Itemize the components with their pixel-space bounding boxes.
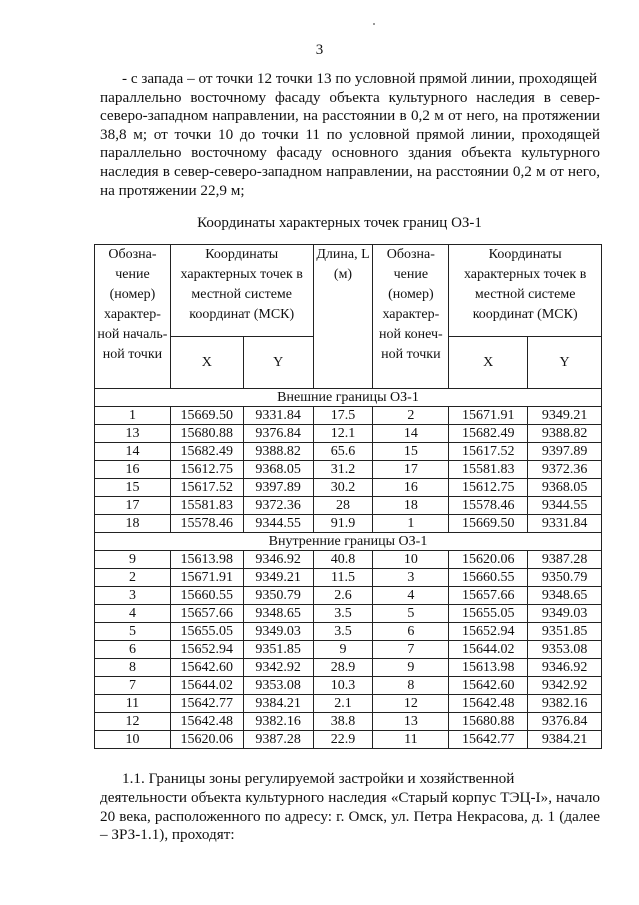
table-row: [95, 713, 602, 731]
table-cell: 15671.91: [449, 407, 528, 425]
header-coords-end: Координаты характерных точек в местной системе координат (МСК): [449, 245, 602, 337]
table-cell: 5: [95, 623, 171, 641]
table-cell: 16: [373, 479, 449, 497]
header-x-end: X: [449, 337, 528, 389]
table-cell: 9384.21: [528, 731, 602, 749]
table-cell: 15671.91: [170, 569, 243, 587]
header-x-start: X: [170, 337, 243, 389]
table-cell: 15682.49: [449, 425, 528, 443]
header-y-end: Y: [528, 337, 602, 389]
table-cell: 15660.55: [170, 587, 243, 605]
table-row: [95, 497, 602, 515]
table-cell: 40.8: [313, 551, 373, 569]
table-cell: 15657.66: [170, 605, 243, 623]
header-y-start: Y: [243, 337, 313, 389]
table-cell: 1: [95, 407, 171, 425]
table-cell: 14: [95, 443, 171, 461]
table-cell: 9349.03: [243, 623, 313, 641]
table-row: [95, 569, 602, 587]
table-cell: 1: [373, 515, 449, 533]
table-cell: 15642.60: [170, 659, 243, 677]
table-cell: 15642.77: [449, 731, 528, 749]
table-cell: 15613.98: [170, 551, 243, 569]
table-cell: 9344.55: [243, 515, 313, 533]
table-cell: 9331.84: [243, 407, 313, 425]
table-cell: 9349.03: [528, 605, 602, 623]
table-cell: 22.9: [313, 731, 373, 749]
table-cell: 9342.92: [243, 659, 313, 677]
table-cell: 15655.05: [170, 623, 243, 641]
table-cell: 2.6: [313, 587, 373, 605]
table-cell: 15620.06: [449, 551, 528, 569]
table-cell: 15612.75: [170, 461, 243, 479]
table-cell: 30.2: [313, 479, 373, 497]
table-cell: 15642.77: [170, 695, 243, 713]
table-cell: 9388.82: [528, 425, 602, 443]
table-cell: 9350.79: [528, 569, 602, 587]
table-cell: 17: [95, 497, 171, 515]
paragraph1-rest: параллельно восточному фасаду объекта культурного наследия в север-северо-западном направлении, на расстоянии в 0,2 м от него, на протяжении 38,8 м; от точки 10 до точки 11 по условной прямой линии, проходящей параллельно восточному фасаду основного здания объекта культурного наследия в север-северо-западном направлении, на расстоянии 0,2 м от него, на протяжении 22,9 м;: [100, 88, 600, 199]
table-cell: 9349.21: [528, 407, 602, 425]
table-cell: 38.8: [313, 713, 373, 731]
table-cell: 9384.21: [243, 695, 313, 713]
table-cell: 9346.92: [528, 659, 602, 677]
table-cell: 12: [95, 713, 171, 731]
table-cell: 9376.84: [243, 425, 313, 443]
table-cell: 9397.89: [528, 443, 602, 461]
table-cell: 4: [373, 587, 449, 605]
table-cell: 9397.89: [243, 479, 313, 497]
table-cell: 7: [373, 641, 449, 659]
table-cell: 8: [373, 677, 449, 695]
table-cell: 2: [373, 407, 449, 425]
table-cell: 9372.36: [243, 497, 313, 515]
table-cell: 9353.08: [243, 677, 313, 695]
header-start-point: Обозна-чение (номер) характер-ной началь-ной точки: [95, 245, 171, 389]
table-row: [95, 605, 602, 623]
table-cell: 15612.75: [449, 479, 528, 497]
table-row: [95, 407, 602, 425]
table-cell: 3.5: [313, 623, 373, 641]
table-cell: 9382.16: [528, 695, 602, 713]
table-row: [95, 551, 602, 569]
table-cell: 3: [373, 569, 449, 587]
table-cell: 15655.05: [449, 605, 528, 623]
table-cell: 12: [373, 695, 449, 713]
table-cell: 15613.98: [449, 659, 528, 677]
paragraph-west-boundary: [100, 70, 600, 200]
table-caption: Координаты характерных точек границ ОЗ-1: [197, 215, 482, 231]
table-cell: 9: [313, 641, 373, 659]
table-cell: 9387.28: [243, 731, 313, 749]
section-outer: Внешние границы ОЗ-1: [95, 389, 602, 407]
table-cell: 15581.83: [170, 497, 243, 515]
table-cell: 15652.94: [449, 623, 528, 641]
table-cell: 31.2: [313, 461, 373, 479]
table-row: [95, 425, 602, 443]
header-end-point: Обозна-чение (номер) характер-ной конеч-ной точки: [373, 245, 449, 389]
table-cell: 9348.65: [528, 587, 602, 605]
scan-speck: [373, 23, 375, 25]
paragraph-zrz-boundaries: [100, 770, 600, 845]
table-cell: 3.5: [313, 605, 373, 623]
table-cell: 18: [373, 497, 449, 515]
table-cell: 10.3: [313, 677, 373, 695]
table-cell: 9346.92: [243, 551, 313, 569]
table-row: [95, 623, 602, 641]
table-cell: 28.9: [313, 659, 373, 677]
table-cell: 15644.02: [449, 641, 528, 659]
table-cell: 8: [95, 659, 171, 677]
table-cell: 15680.88: [449, 713, 528, 731]
table-cell: 12.1: [313, 425, 373, 443]
table-cell: 9382.16: [243, 713, 313, 731]
table-cell: 17.5: [313, 407, 373, 425]
table-cell: 5: [373, 605, 449, 623]
paragraph2-line1: 1.1. Границы зоны регулируемой застройки и хозяйственной: [122, 770, 515, 787]
table-cell: 3: [95, 587, 171, 605]
table-cell: 15578.46: [449, 497, 528, 515]
table-cell: 9368.05: [528, 479, 602, 497]
table-cell: 9368.05: [243, 461, 313, 479]
page-number: 3: [315, 42, 324, 58]
table-cell: 9376.84: [528, 713, 602, 731]
table-cell: 15578.46: [170, 515, 243, 533]
header-coords-start: Координаты характерных точек в местной системе координат (МСК): [170, 245, 313, 337]
table-cell: 11: [95, 695, 171, 713]
table-cell: 9: [95, 551, 171, 569]
table-row: [95, 677, 602, 695]
table-cell: 15642.60: [449, 677, 528, 695]
table-cell: 9387.28: [528, 551, 602, 569]
table-row: [95, 479, 602, 497]
table-cell: 9349.21: [243, 569, 313, 587]
table-cell: 15682.49: [170, 443, 243, 461]
table-cell: 9350.79: [243, 587, 313, 605]
table-row: [95, 641, 602, 659]
table-cell: 91.9: [313, 515, 373, 533]
table-cell: 9351.85: [528, 623, 602, 641]
section-inner: Внутренние границы ОЗ-1: [95, 533, 602, 551]
table-cell: 2.1: [313, 695, 373, 713]
table-cell: 15620.06: [170, 731, 243, 749]
paragraph1-line1: - с запада – от точки 12 точки 13 по условной прямой линии, проходящей: [122, 70, 598, 87]
table-cell: 15: [373, 443, 449, 461]
table-cell: 15617.52: [449, 443, 528, 461]
table-cell: 15652.94: [170, 641, 243, 659]
table-cell: 13: [95, 425, 171, 443]
table-cell: 15669.50: [170, 407, 243, 425]
table-cell: 9353.08: [528, 641, 602, 659]
table-cell: 4: [95, 605, 171, 623]
header-length: Длина, L (м): [313, 245, 373, 389]
table-cell: 65.6: [313, 443, 373, 461]
table-cell: 2: [95, 569, 171, 587]
table-cell: 9331.84: [528, 515, 602, 533]
table-row: [95, 515, 602, 533]
table-cell: 9342.92: [528, 677, 602, 695]
table-row: [95, 659, 602, 677]
table-cell: 15581.83: [449, 461, 528, 479]
table-cell: 16: [95, 461, 171, 479]
table-cell: 9388.82: [243, 443, 313, 461]
table-row: [95, 587, 602, 605]
table-cell: 15644.02: [170, 677, 243, 695]
table-cell: 18: [95, 515, 171, 533]
table-cell: 11.5: [313, 569, 373, 587]
table-cell: 6: [373, 623, 449, 641]
table-row: [95, 461, 602, 479]
table-cell: 10: [95, 731, 171, 749]
table-cell: 28: [313, 497, 373, 515]
table-cell: 15680.88: [170, 425, 243, 443]
table-cell: 9351.85: [243, 641, 313, 659]
table-cell: 11: [373, 731, 449, 749]
table-cell: 14: [373, 425, 449, 443]
table-cell: 10: [373, 551, 449, 569]
table-cell: 15617.52: [170, 479, 243, 497]
table-cell: 15: [95, 479, 171, 497]
table-cell: 15642.48: [449, 695, 528, 713]
table-row: [95, 443, 602, 461]
table-row: [95, 695, 602, 713]
paragraph2-rest: деятельности объекта культурного наследия «Старый корпус ТЭЦ-I», начало 20 века, расположенного по адресу: г. Омск, ул. Петра Некрасова, д. 1 (далее – ЗРЗ-1.1), проходят:: [100, 788, 600, 844]
table-cell: 9372.36: [528, 461, 602, 479]
coordinates-table: [94, 244, 602, 749]
table-cell: 15669.50: [449, 515, 528, 533]
table-cell: 17: [373, 461, 449, 479]
table-cell: 15657.66: [449, 587, 528, 605]
table-cell: 13: [373, 713, 449, 731]
table-cell: 6: [95, 641, 171, 659]
table-cell: 15660.55: [449, 569, 528, 587]
table-cell: 9344.55: [528, 497, 602, 515]
table-cell: 15642.48: [170, 713, 243, 731]
table-row: [95, 731, 602, 749]
table-cell: 9348.65: [243, 605, 313, 623]
table-cell: 7: [95, 677, 171, 695]
table-cell: 9: [373, 659, 449, 677]
